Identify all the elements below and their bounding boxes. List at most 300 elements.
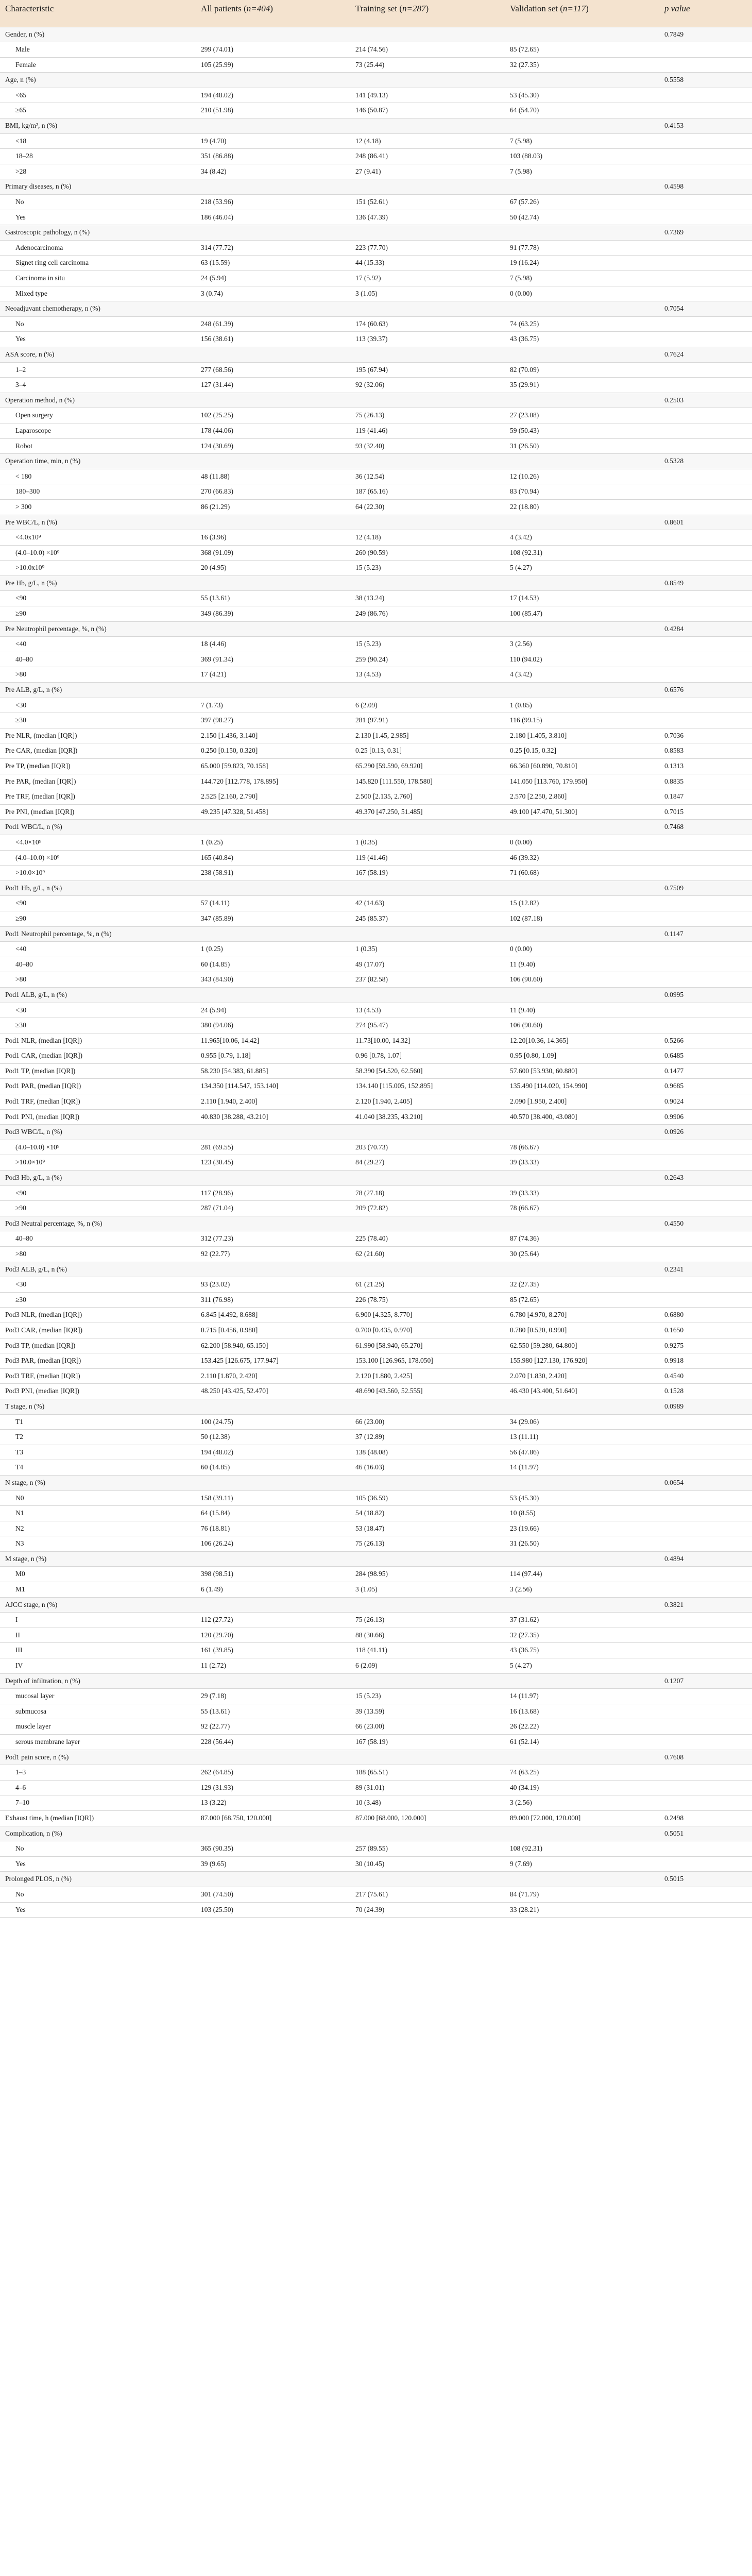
cell-all-patients: 16 (3.96) bbox=[196, 530, 350, 546]
cell-all-patients: 11 (2.72) bbox=[196, 1658, 350, 1674]
cell-all-patients: 277 (68.56) bbox=[196, 362, 350, 378]
table-group-row bbox=[0, 1125, 752, 1140]
row-label: Pod1 ALB, g/L, n (%) bbox=[0, 987, 196, 1003]
cell-all-patients: 105 (25.99) bbox=[196, 57, 350, 73]
cell-all-patients bbox=[196, 820, 350, 835]
cell-p-value: 0.6485 bbox=[659, 1048, 752, 1064]
cell-p-value: 0.5558 bbox=[659, 73, 752, 88]
cell-p-value bbox=[659, 637, 752, 652]
cell-training-set: 145.820 [111.550, 178.580] bbox=[350, 774, 505, 789]
row-label: Age, n (%) bbox=[0, 73, 196, 88]
cell-p-value: 0.5266 bbox=[659, 1033, 752, 1048]
cell-p-value bbox=[659, 469, 752, 484]
cell-training-set: 10 (3.48) bbox=[350, 1795, 505, 1811]
table-median-row bbox=[0, 1048, 752, 1064]
cell-validation-set bbox=[505, 1872, 659, 1887]
cell-all-patients: 161 (39.85) bbox=[196, 1643, 350, 1658]
cell-all-patients: 397 (98.27) bbox=[196, 713, 350, 728]
cell-all-patients bbox=[196, 1673, 350, 1689]
cell-p-value bbox=[659, 1490, 752, 1506]
table-row bbox=[0, 1445, 752, 1460]
cell-all-patients: 17 (4.21) bbox=[196, 667, 350, 683]
table-row bbox=[0, 1155, 752, 1171]
row-label: Pod1 PNI, (median [IQR]) bbox=[0, 1109, 196, 1125]
cell-validation-set: 19 (16.24) bbox=[505, 256, 659, 271]
cell-p-value bbox=[659, 1231, 752, 1247]
row-label: M0 bbox=[0, 1567, 196, 1582]
cell-validation-set: 11 (9.40) bbox=[505, 957, 659, 972]
cell-training-set: 6 (2.09) bbox=[350, 698, 505, 713]
cell-all-patients: 314 (77.72) bbox=[196, 240, 350, 256]
cell-p-value bbox=[659, 911, 752, 926]
row-label: >80 bbox=[0, 1247, 196, 1262]
cell-validation-set: 12.20[10.36, 14.365] bbox=[505, 1033, 659, 1048]
cell-all-patients: 194 (48.02) bbox=[196, 1445, 350, 1460]
row-label: <90 bbox=[0, 1185, 196, 1201]
row-label: M stage, n (%) bbox=[0, 1551, 196, 1567]
cell-training-set: 75 (26.13) bbox=[350, 1613, 505, 1628]
cell-all-patients: 123 (30.45) bbox=[196, 1155, 350, 1171]
cell-p-value bbox=[659, 545, 752, 561]
table-median-row bbox=[0, 728, 752, 743]
cell-validation-set bbox=[505, 515, 659, 530]
cell-p-value bbox=[659, 1765, 752, 1781]
cell-all-patients: 0.250 [0.150, 0.320] bbox=[196, 743, 350, 759]
cell-training-set: 13 (4.53) bbox=[350, 667, 505, 683]
cell-p-value bbox=[659, 316, 752, 332]
cell-all-patients: 165 (40.84) bbox=[196, 850, 350, 866]
cell-all-patients: 1 (0.25) bbox=[196, 942, 350, 957]
row-label: Pod1 Neutrophil percentage, %, n (%) bbox=[0, 926, 196, 942]
row-label: T3 bbox=[0, 1445, 196, 1460]
header-row bbox=[0, 0, 752, 27]
table-row bbox=[0, 942, 752, 957]
row-label: No bbox=[0, 316, 196, 332]
cell-validation-set: 32 (27.35) bbox=[505, 57, 659, 73]
cell-validation-set: 62.550 [59.280, 64.800] bbox=[505, 1338, 659, 1353]
cell-all-patients: 120 (29.70) bbox=[196, 1628, 350, 1643]
table-group-row bbox=[0, 118, 752, 134]
cell-training-set: 41.040 [38.235, 43.210] bbox=[350, 1109, 505, 1125]
cell-all-patients: 63 (15.59) bbox=[196, 256, 350, 271]
row-label: >10.0×10⁹ bbox=[0, 1155, 196, 1171]
cell-validation-set: 4 (3.42) bbox=[505, 530, 659, 546]
cell-validation-set: 6.780 [4.970, 8.270] bbox=[505, 1308, 659, 1323]
table-row bbox=[0, 316, 752, 332]
row-label: (4.0–10.0) ×10⁹ bbox=[0, 850, 196, 866]
cell-validation-set: 7 (5.98) bbox=[505, 133, 659, 149]
cell-validation-set: 110 (94.02) bbox=[505, 652, 659, 667]
cell-all-patients bbox=[196, 301, 350, 317]
cell-all-patients bbox=[196, 454, 350, 469]
cell-all-patients: 100 (24.75) bbox=[196, 1414, 350, 1430]
table-row bbox=[0, 149, 752, 164]
cell-training-set bbox=[350, 1171, 505, 1186]
cell-training-set: 0.25 [0.13, 0.31] bbox=[350, 743, 505, 759]
table-row bbox=[0, 1856, 752, 1872]
cell-validation-set: 0.95 [0.80, 1.09] bbox=[505, 1048, 659, 1064]
cell-training-set: 0.700 [0.435, 0.970] bbox=[350, 1323, 505, 1338]
cell-validation-set bbox=[505, 1262, 659, 1277]
cell-p-value bbox=[659, 1780, 752, 1795]
table-row bbox=[0, 1628, 752, 1643]
cell-validation-set bbox=[505, 621, 659, 637]
cell-all-patients: 380 (94.06) bbox=[196, 1018, 350, 1033]
cell-all-patients bbox=[196, 1262, 350, 1277]
cell-validation-set: 34 (29.06) bbox=[505, 1414, 659, 1430]
cell-training-set bbox=[350, 454, 505, 469]
cell-all-patients bbox=[196, 393, 350, 408]
cell-all-patients bbox=[196, 926, 350, 942]
header-validation-set: Validation set (n=117) bbox=[505, 0, 659, 27]
row-label: <4.0x10⁹ bbox=[0, 530, 196, 546]
cell-validation-set bbox=[505, 393, 659, 408]
cell-validation-set: 31 (26.50) bbox=[505, 438, 659, 454]
cell-p-value: 0.9918 bbox=[659, 1353, 752, 1369]
cell-validation-set: 3 (2.56) bbox=[505, 1795, 659, 1811]
cell-p-value: 0.9275 bbox=[659, 1338, 752, 1353]
cell-validation-set: 7 (5.98) bbox=[505, 271, 659, 286]
cell-p-value bbox=[659, 271, 752, 286]
row-label: <65 bbox=[0, 88, 196, 103]
cell-training-set: 141 (49.13) bbox=[350, 88, 505, 103]
cell-all-patients: 55 (13.61) bbox=[196, 1704, 350, 1719]
table-row bbox=[0, 286, 752, 301]
cell-validation-set: 10 (8.55) bbox=[505, 1506, 659, 1521]
cell-validation-set: 17 (14.53) bbox=[505, 591, 659, 606]
cell-all-patients: 299 (74.01) bbox=[196, 42, 350, 58]
cell-training-set: 84 (29.27) bbox=[350, 1155, 505, 1171]
cell-all-patients: 64 (15.84) bbox=[196, 1506, 350, 1521]
header-training-set: Training set (n=287) bbox=[350, 0, 505, 27]
cell-all-patients: 2.110 [1.940, 2.400] bbox=[196, 1094, 350, 1110]
cell-training-set: 6.900 [4.325, 8.770] bbox=[350, 1308, 505, 1323]
cell-validation-set: 100 (85.47) bbox=[505, 606, 659, 622]
cell-validation-set bbox=[505, 926, 659, 942]
cell-validation-set: 82 (70.09) bbox=[505, 362, 659, 378]
row-label: ≥30 bbox=[0, 713, 196, 728]
row-label: 4–6 bbox=[0, 1780, 196, 1795]
row-label: 7–10 bbox=[0, 1795, 196, 1811]
row-label: Pod1 TRF, (median [IQR]) bbox=[0, 1094, 196, 1110]
table-row bbox=[0, 1277, 752, 1293]
cell-validation-set: 84 (71.79) bbox=[505, 1887, 659, 1902]
cell-training-set: 46 (16.03) bbox=[350, 1460, 505, 1476]
cell-training-set bbox=[350, 1551, 505, 1567]
cell-training-set: 39 (13.59) bbox=[350, 1704, 505, 1719]
row-label: >10.0×10⁹ bbox=[0, 866, 196, 881]
cell-p-value bbox=[659, 957, 752, 972]
cell-training-set bbox=[350, 1750, 505, 1765]
cell-training-set: 65.290 [59.590, 69.920] bbox=[350, 759, 505, 774]
cell-training-set bbox=[350, 1399, 505, 1414]
table-row bbox=[0, 1231, 752, 1247]
cell-validation-set: 43 (36.75) bbox=[505, 1643, 659, 1658]
cell-validation-set: 49.100 [47.470, 51.300] bbox=[505, 804, 659, 820]
cell-validation-set: 16 (13.68) bbox=[505, 1704, 659, 1719]
cell-p-value: 0.2503 bbox=[659, 393, 752, 408]
cell-validation-set bbox=[505, 1125, 659, 1140]
table-row bbox=[0, 606, 752, 622]
cell-validation-set: 102 (87.18) bbox=[505, 911, 659, 926]
table-row bbox=[0, 1506, 752, 1521]
cell-all-patients bbox=[196, 621, 350, 637]
cell-p-value bbox=[659, 866, 752, 881]
row-label: Pod3 NLR, (median [IQR]) bbox=[0, 1308, 196, 1323]
cell-training-set: 30 (10.45) bbox=[350, 1856, 505, 1872]
cell-training-set: 245 (85.37) bbox=[350, 911, 505, 926]
row-label: >28 bbox=[0, 164, 196, 179]
table-group-row bbox=[0, 1171, 752, 1186]
cell-training-set bbox=[350, 515, 505, 530]
cell-validation-set: 78 (66.67) bbox=[505, 1201, 659, 1216]
cell-validation-set: 4 (3.42) bbox=[505, 667, 659, 683]
cell-p-value bbox=[659, 362, 752, 378]
row-label: Pod1 WBC/L, n (%) bbox=[0, 820, 196, 835]
cell-all-patients bbox=[196, 179, 350, 195]
row-label: Pod3 ALB, g/L, n (%) bbox=[0, 1262, 196, 1277]
cell-all-patients: 194 (48.02) bbox=[196, 88, 350, 103]
table-row bbox=[0, 911, 752, 926]
table-median-row bbox=[0, 804, 752, 820]
row-label: Pre WBC/L, n (%) bbox=[0, 515, 196, 530]
row-label: I bbox=[0, 1613, 196, 1628]
table-row bbox=[0, 210, 752, 225]
row-label: 1–3 bbox=[0, 1765, 196, 1781]
cell-all-patients bbox=[196, 1216, 350, 1231]
cell-training-set bbox=[350, 179, 505, 195]
cell-validation-set: 114 (97.44) bbox=[505, 1567, 659, 1582]
table-median-row bbox=[0, 1079, 752, 1094]
cell-p-value bbox=[659, 1506, 752, 1521]
row-label: Gender, n (%) bbox=[0, 27, 196, 42]
row-label: Yes bbox=[0, 1856, 196, 1872]
cell-p-value bbox=[659, 850, 752, 866]
cell-all-patients: 102 (25.25) bbox=[196, 408, 350, 423]
table-row bbox=[0, 88, 752, 103]
cell-training-set: 188 (65.51) bbox=[350, 1765, 505, 1781]
table-group-row bbox=[0, 621, 752, 637]
cell-training-set: 187 (65.16) bbox=[350, 484, 505, 500]
cell-training-set bbox=[350, 1826, 505, 1841]
table-row bbox=[0, 835, 752, 850]
cell-all-patients: 49.235 [47.328, 51.458] bbox=[196, 804, 350, 820]
cell-training-set: 195 (67.94) bbox=[350, 362, 505, 378]
cell-training-set bbox=[350, 1262, 505, 1277]
cell-all-patients: 210 (51.98) bbox=[196, 103, 350, 118]
cell-all-patients bbox=[196, 1171, 350, 1186]
cell-all-patients: 117 (28.96) bbox=[196, 1185, 350, 1201]
cell-p-value bbox=[659, 1140, 752, 1155]
cell-all-patients: 93 (23.02) bbox=[196, 1277, 350, 1293]
cell-training-set: 15 (5.23) bbox=[350, 637, 505, 652]
cell-all-patients: 270 (66.83) bbox=[196, 484, 350, 500]
cell-p-value: 0.1650 bbox=[659, 1323, 752, 1338]
table-group-row bbox=[0, 926, 752, 942]
cell-p-value bbox=[659, 1460, 752, 1476]
cell-validation-set: 2.180 [1.405, 3.810] bbox=[505, 728, 659, 743]
cell-p-value bbox=[659, 88, 752, 103]
row-label: Operation method, n (%) bbox=[0, 393, 196, 408]
row-label: Open surgery bbox=[0, 408, 196, 423]
table-row bbox=[0, 1490, 752, 1506]
row-label: <30 bbox=[0, 1277, 196, 1293]
row-label: Adenocarcinoma bbox=[0, 240, 196, 256]
cell-validation-set: 85 (72.65) bbox=[505, 42, 659, 58]
row-label: <30 bbox=[0, 1003, 196, 1018]
cell-validation-set: 89.000 [72.000, 120.000] bbox=[505, 1810, 659, 1826]
cell-p-value: 0.6880 bbox=[659, 1308, 752, 1323]
cell-all-patients: 58.230 [54.383, 61.885] bbox=[196, 1063, 350, 1079]
table-group-row bbox=[0, 880, 752, 896]
cell-all-patients: 186 (46.04) bbox=[196, 210, 350, 225]
cell-training-set: 136 (47.39) bbox=[350, 210, 505, 225]
cell-training-set: 217 (75.61) bbox=[350, 1887, 505, 1902]
cell-all-patients bbox=[196, 1872, 350, 1887]
cell-all-patients: 343 (84.90) bbox=[196, 972, 350, 988]
cell-validation-set: 31 (26.50) bbox=[505, 1536, 659, 1552]
cell-training-set bbox=[350, 1673, 505, 1689]
cell-p-value bbox=[659, 835, 752, 850]
table-row bbox=[0, 256, 752, 271]
cell-validation-set: 3 (2.56) bbox=[505, 1582, 659, 1598]
row-label: N3 bbox=[0, 1536, 196, 1552]
cell-p-value: 0.4550 bbox=[659, 1216, 752, 1231]
table-row bbox=[0, 57, 752, 73]
row-label: Gastroscopic pathology, n (%) bbox=[0, 225, 196, 241]
cell-validation-set: 67 (57.26) bbox=[505, 195, 659, 210]
cell-all-patients: 124 (30.69) bbox=[196, 438, 350, 454]
row-label: N0 bbox=[0, 1490, 196, 1506]
row-label: Carcinoma in situ bbox=[0, 271, 196, 286]
cell-training-set: 249 (86.76) bbox=[350, 606, 505, 622]
row-label: 40–80 bbox=[0, 1231, 196, 1247]
cell-training-set: 44 (15.33) bbox=[350, 256, 505, 271]
cell-training-set: 274 (95.47) bbox=[350, 1018, 505, 1033]
cell-p-value: 0.1313 bbox=[659, 759, 752, 774]
cell-all-patients: 153.425 [126.675, 177.947] bbox=[196, 1353, 350, 1369]
cell-p-value: 0.7036 bbox=[659, 728, 752, 743]
table-group-row bbox=[0, 225, 752, 241]
cell-validation-set bbox=[505, 301, 659, 317]
cell-validation-set: 61 (52.14) bbox=[505, 1735, 659, 1750]
cell-p-value bbox=[659, 42, 752, 58]
row-label: M1 bbox=[0, 1582, 196, 1598]
cell-validation-set: 141.050 [113.760, 179.950] bbox=[505, 774, 659, 789]
cell-training-set bbox=[350, 1475, 505, 1490]
cell-validation-set: 108 (92.31) bbox=[505, 1841, 659, 1857]
cell-training-set: 257 (89.55) bbox=[350, 1841, 505, 1857]
table-row bbox=[0, 698, 752, 713]
table-row bbox=[0, 652, 752, 667]
cell-p-value: 0.1477 bbox=[659, 1063, 752, 1079]
table-median-row bbox=[0, 1109, 752, 1125]
row-label: Pre Hb, g/L, n (%) bbox=[0, 575, 196, 591]
cell-training-set: 167 (58.19) bbox=[350, 1735, 505, 1750]
row-label: Pod3 TP, (median [IQR]) bbox=[0, 1338, 196, 1353]
table-row bbox=[0, 1795, 752, 1811]
cell-p-value: 0.1847 bbox=[659, 789, 752, 805]
cell-validation-set: 12 (10.26) bbox=[505, 469, 659, 484]
cell-training-set: 259 (90.24) bbox=[350, 652, 505, 667]
table-group-row bbox=[0, 1872, 752, 1887]
table-median-row bbox=[0, 1353, 752, 1369]
cell-all-patients: 106 (26.24) bbox=[196, 1536, 350, 1552]
cell-p-value bbox=[659, 1185, 752, 1201]
table-row bbox=[0, 1003, 752, 1018]
row-label: Pod3 PNI, (median [IQR]) bbox=[0, 1384, 196, 1399]
cell-all-patients: 112 (27.72) bbox=[196, 1613, 350, 1628]
cell-p-value bbox=[659, 1856, 752, 1872]
cell-p-value: 0.8549 bbox=[659, 575, 752, 591]
cell-training-set bbox=[350, 820, 505, 835]
cell-training-set: 113 (39.37) bbox=[350, 332, 505, 347]
row-label: Pod3 Hb, g/L, n (%) bbox=[0, 1171, 196, 1186]
row-label: Pod3 CAR, (median [IQR]) bbox=[0, 1323, 196, 1338]
cell-p-value bbox=[659, 942, 752, 957]
cell-validation-set: 53 (45.30) bbox=[505, 1490, 659, 1506]
cell-training-set: 2.130 [1.45, 2.985] bbox=[350, 728, 505, 743]
cell-validation-set: 5 (4.27) bbox=[505, 561, 659, 576]
table-row bbox=[0, 1841, 752, 1857]
table-row bbox=[0, 362, 752, 378]
cell-validation-set: 116 (99.15) bbox=[505, 713, 659, 728]
cell-training-set: 42 (14.63) bbox=[350, 896, 505, 911]
cell-validation-set: 22 (18.80) bbox=[505, 499, 659, 515]
cell-training-set: 66 (23.00) bbox=[350, 1414, 505, 1430]
cell-p-value bbox=[659, 484, 752, 500]
cell-p-value bbox=[659, 1689, 752, 1704]
cell-validation-set: 9 (7.69) bbox=[505, 1856, 659, 1872]
table-row bbox=[0, 1643, 752, 1658]
cell-validation-set bbox=[505, 1216, 659, 1231]
cell-validation-set: 30 (25.64) bbox=[505, 1247, 659, 1262]
cell-all-patients: 13 (3.22) bbox=[196, 1795, 350, 1811]
row-label: T stage, n (%) bbox=[0, 1399, 196, 1414]
row-label: submucosa bbox=[0, 1704, 196, 1719]
cell-all-patients: 34 (8.42) bbox=[196, 164, 350, 179]
table-group-row bbox=[0, 1399, 752, 1414]
cell-all-patients: 76 (18.81) bbox=[196, 1521, 350, 1536]
cell-validation-set: 78 (66.67) bbox=[505, 1140, 659, 1155]
row-label: mucosal layer bbox=[0, 1689, 196, 1704]
cell-validation-set: 108 (92.31) bbox=[505, 545, 659, 561]
cell-validation-set bbox=[505, 73, 659, 88]
cell-training-set bbox=[350, 683, 505, 698]
table-group-row bbox=[0, 1826, 752, 1841]
row-label: 1–2 bbox=[0, 362, 196, 378]
cell-p-value: 0.8601 bbox=[659, 515, 752, 530]
cell-all-patients: 20 (4.95) bbox=[196, 561, 350, 576]
row-label: Neoadjuvant chemotherapy, n (%) bbox=[0, 301, 196, 317]
row-label: >80 bbox=[0, 972, 196, 988]
cell-training-set: 209 (72.82) bbox=[350, 1201, 505, 1216]
cell-validation-set: 15 (12.82) bbox=[505, 896, 659, 911]
row-label: Pre Neutrophil percentage, %, n (%) bbox=[0, 621, 196, 637]
cell-validation-set: 1 (0.85) bbox=[505, 698, 659, 713]
row-label: (4.0–10.0) ×10⁹ bbox=[0, 1140, 196, 1155]
row-label: ≥90 bbox=[0, 1201, 196, 1216]
cell-training-set: 92 (32.06) bbox=[350, 378, 505, 393]
cell-validation-set bbox=[505, 1673, 659, 1689]
cell-p-value bbox=[659, 499, 752, 515]
cell-all-patients bbox=[196, 1750, 350, 1765]
cell-all-patients: 40.830 [38.288, 43.210] bbox=[196, 1109, 350, 1125]
table-group-row bbox=[0, 1551, 752, 1567]
row-label: BMI, kg/m², n (%) bbox=[0, 118, 196, 134]
cell-training-set: 3 (1.05) bbox=[350, 286, 505, 301]
cell-p-value: 0.7624 bbox=[659, 347, 752, 362]
